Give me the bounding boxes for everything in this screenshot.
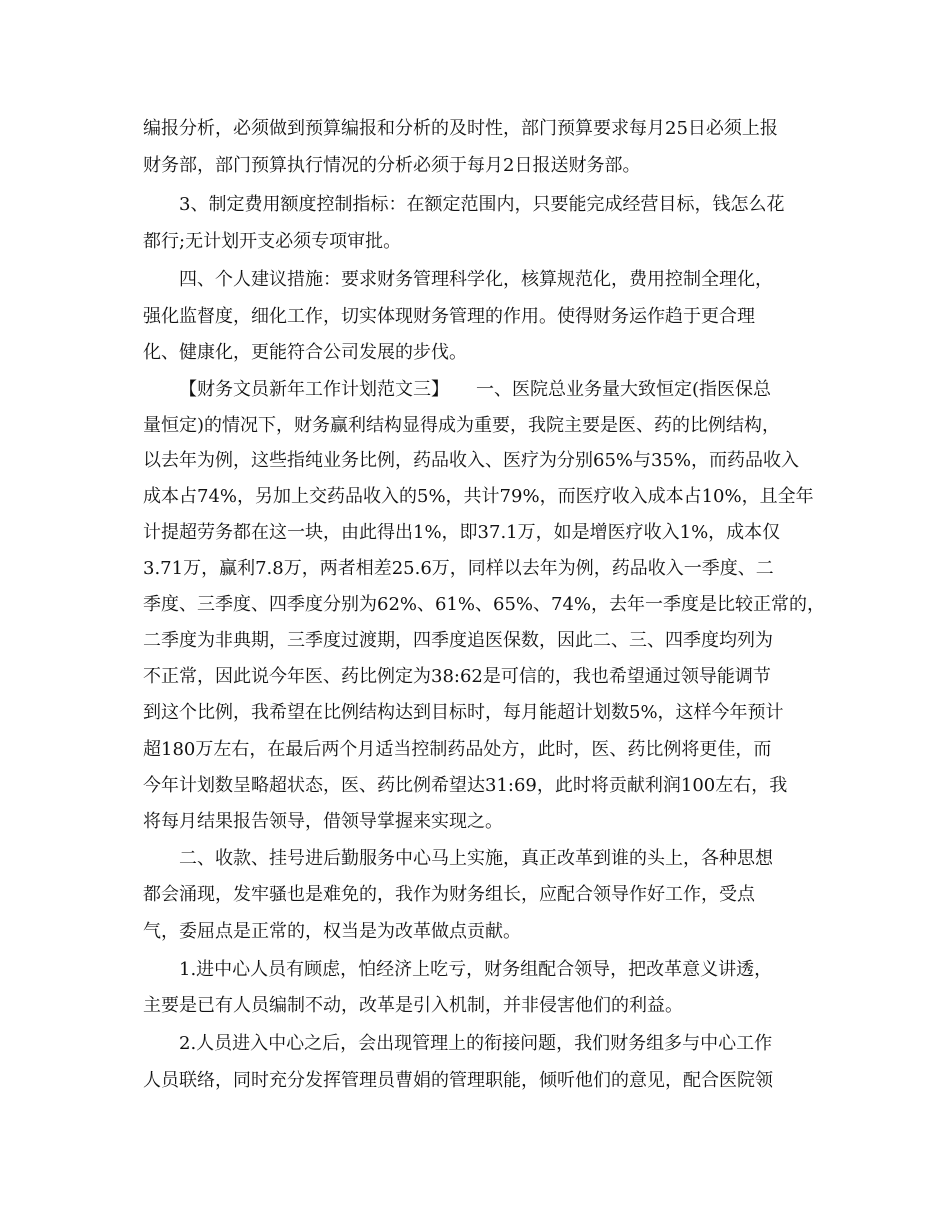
text-line: 气，委屈点是正常的，权当是为改革做点贡献。 [143, 921, 521, 942]
text-line: 3.71万，赢利7.8万，两者相差25.6万，同样以去年为例，药品收入一季度、二 [143, 558, 774, 579]
text-line: 四、个人建议措施：要求财务管理科学化，核算规范化，费用控制全理化， [179, 269, 773, 290]
text-line: 二季度为非典期，三季度过渡期，四季度追医保数，因此二、三、四季度均列为 [143, 630, 773, 651]
text-line: 主要是已有人员编制不动，改革是引入机制，并非侵害他们的利益。 [143, 995, 683, 1016]
text-line: 计提超劳务都在这一块，由此得出1%，即37.1万，如是增医疗收入1%，成本仅 [143, 522, 781, 543]
text-line: 都行;无计划开支必须专项审批。 [143, 231, 402, 252]
text-line: 编报分析，必须做到预算编报和分析的及时性，部门预算要求每月25日必须上报 [143, 118, 778, 139]
text-line: 3、制定费用额度控制指标：在额定范围内，只要能完成经营目标，钱怎么花 [179, 194, 785, 215]
text-line: 二、收款、挂号进后勤服务中心马上实施，真正改革到谁的头上，各种思想 [179, 848, 773, 869]
text-line: 成本占74%，另加上交药品收入的5%，共计79%，而医疗收入成本占10%，且全年 [143, 486, 814, 507]
text-line: 超180万左右，在最后两个月适当控制药品处方，此时，医、药比例将更佳，而 [143, 739, 772, 760]
text-line: 量恒定)的情况下，财务赢利结构显得成为重要，我院主要是医、药的比例结构， [143, 415, 781, 436]
text-line: 季度、三季度、四季度分别为62%、61%、65%、74%，去年一季度是比较正常的， [143, 594, 826, 615]
text-line: 化、健康化，更能符合公司发展的步伐。 [143, 342, 467, 363]
text-line: 强化监督度，细化工作，切实体现财务管理的作用。使得财务运作趋于更合理 [143, 306, 755, 327]
text-line: 以去年为例，这些指纯业务比例，药品收入、医疗为分别65%与35%，而药品收入 [143, 450, 800, 471]
text-line: 2.人员进入中心之后，会出现管理上的衔接问题，我们财务组多与中心工作 [179, 1033, 773, 1054]
text-line: 【财务文员新年工作计划范文三】 一、医院总业务量大致恒定(指医保总 [179, 379, 772, 400]
text-line: 1.进中心人员有顾虑，怕经济上吃亏，财务组配合领导，把改革意义讲透， [179, 959, 773, 980]
text-line: 将每月结果报告领导，借领导掌握来实现之。 [143, 811, 503, 832]
text-line: 不正常，因此说今年医、药比例定为38:62是可信的，我也希望通过领导能调节 [143, 666, 771, 687]
text-line: 到这个比例，我希望在比例结构达到目标时，每月能超计划数5%，这样今年预计 [143, 702, 784, 723]
text-line: 人员联络，同时充分发挥管理员曹娟的管理职能，倾听他们的意见，配合医院领 [143, 1070, 773, 1091]
text-line: 今年计划数呈略超状态，医、药比例希望达31:69，此时将贡献利润100左右，我 [143, 775, 788, 796]
text-line: 都会涌现，发牢骚也是难免的，我作为财务组长，应配合领导作好工作，受点 [143, 884, 755, 905]
text-line: 财务部，部门预算执行情况的分析必须于每月2日报送财务部。 [143, 155, 641, 176]
